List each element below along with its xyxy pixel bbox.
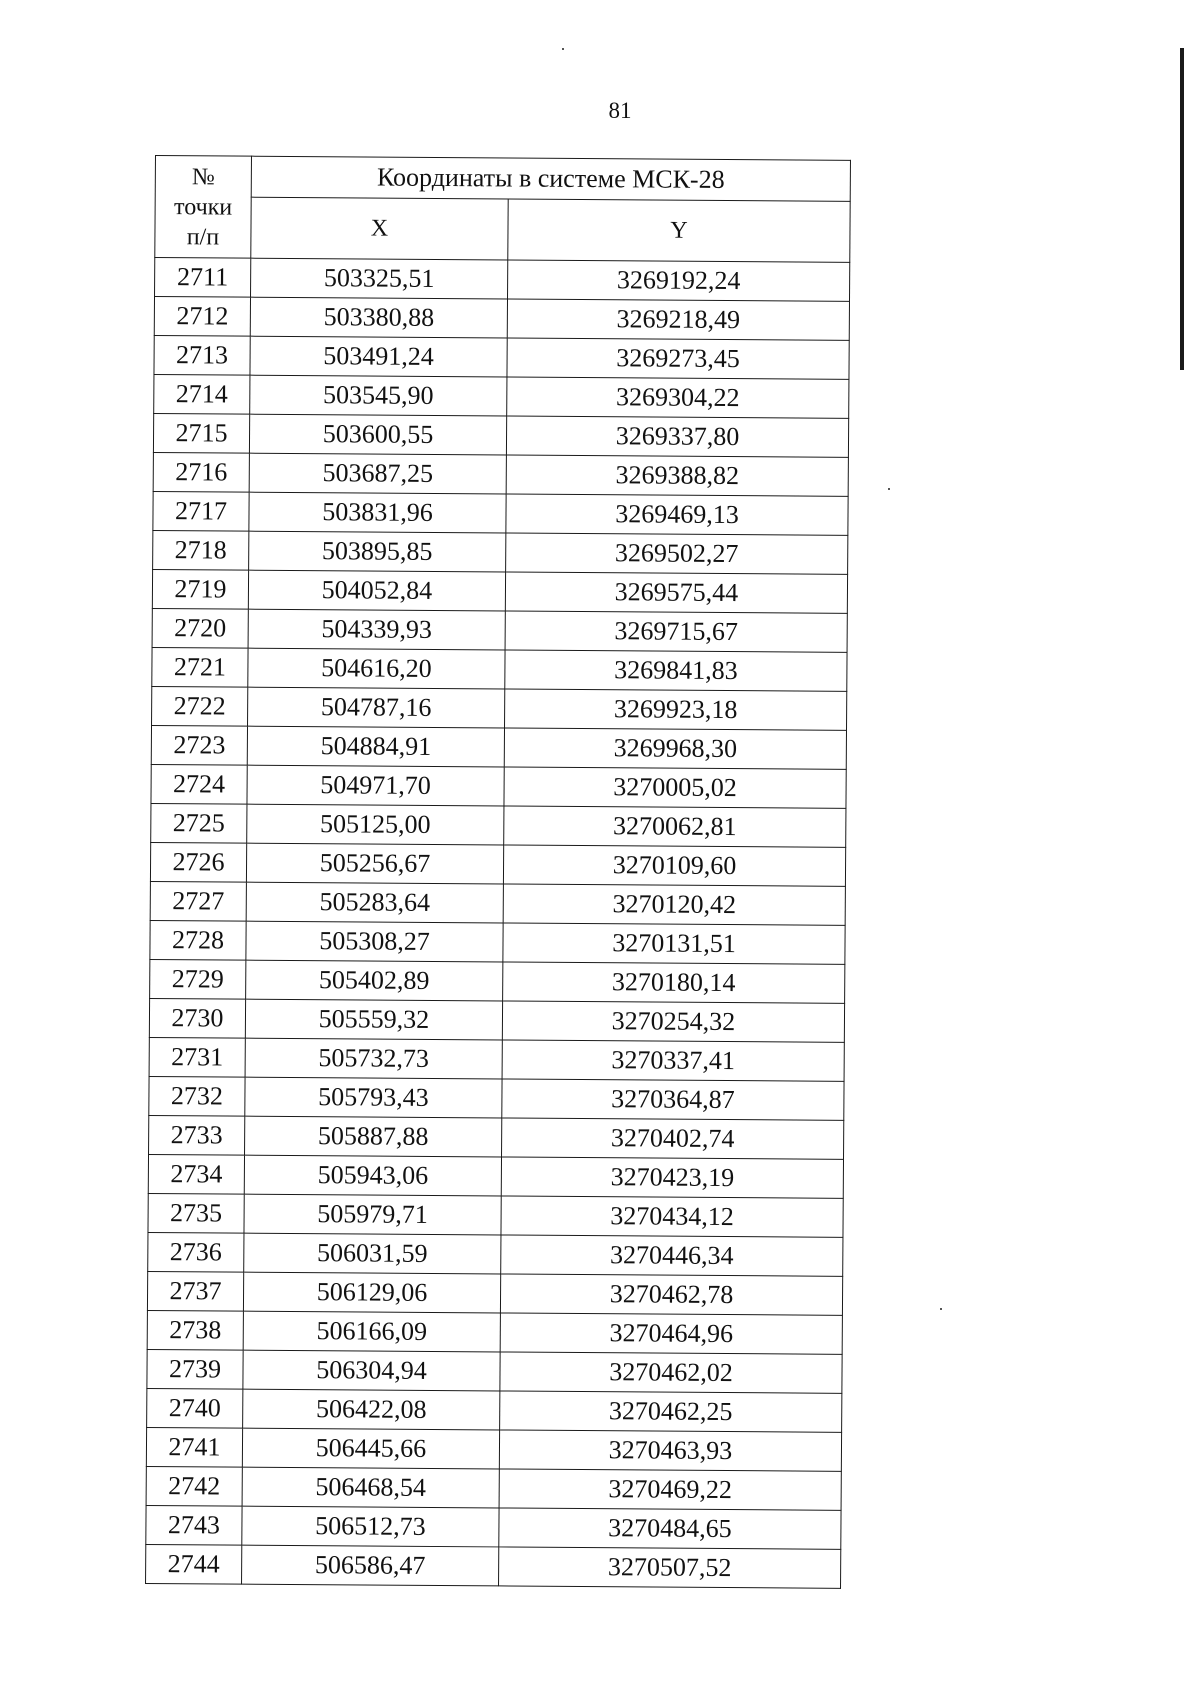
table-row (147, 1388, 842, 1432)
x-coordinate-cell: 506468,54 (242, 1467, 499, 1508)
point-number-cell: 2722 (152, 686, 248, 726)
point-number-header (155, 156, 252, 259)
y-coordinate-cell: 3269273,45 (507, 338, 849, 379)
x-coordinate-cell: 505943,06 (244, 1155, 501, 1196)
y-coordinate-cell: 3270254,32 (502, 1001, 844, 1042)
table-row (151, 803, 846, 847)
y-coordinate-cell: 3269841,83 (505, 650, 847, 691)
page-number: 81 (608, 98, 632, 123)
y-coordinate-cell: 3270062,81 (504, 806, 846, 847)
y-coordinate-cell: 3270120,42 (503, 884, 845, 925)
x-coordinate-cell: 503687,25 (249, 453, 506, 494)
table-row (149, 998, 844, 1042)
point-number-cell: 2718 (153, 530, 249, 570)
point-number-cell: 2727 (150, 881, 246, 921)
x-coordinate-cell: 505125,00 (247, 804, 504, 845)
scan-speck (940, 1308, 942, 1310)
table-row (147, 1310, 842, 1354)
y-coordinate-cell: 3270364,87 (502, 1079, 844, 1120)
point-number-cell: 2715 (153, 413, 249, 453)
table-row (153, 452, 848, 496)
y-coordinate-cell: 3270462,78 (500, 1274, 842, 1315)
table-row (150, 920, 845, 964)
table-row (151, 725, 846, 769)
table-row (154, 335, 849, 379)
scan-speck (888, 488, 890, 490)
scan-edge-mark (1180, 48, 1184, 370)
table-row (146, 1427, 841, 1471)
point-number-cell: 2716 (153, 452, 249, 492)
x-coordinate-cell: 505283,64 (246, 882, 503, 923)
x-coordinate-cell: 505887,88 (245, 1116, 502, 1157)
point-number-cell: 2733 (149, 1115, 245, 1155)
x-coordinate-cell: 506166,09 (243, 1311, 500, 1352)
y-coordinate-cell: 3269192,24 (508, 260, 850, 301)
x-coordinate-cell: 505559,32 (245, 999, 502, 1040)
point-number-cell: 2730 (149, 998, 245, 1038)
y-coordinate-cell: 3270005,02 (504, 767, 846, 808)
coordinate-system-header: Координаты в системе МСК-28 (251, 156, 850, 201)
point-number-cell: 2714 (154, 374, 250, 414)
point-number-cell: 2737 (147, 1271, 243, 1311)
table-row (149, 1037, 844, 1081)
y-coordinate-cell: 3270434,12 (501, 1196, 843, 1237)
y-coordinate-cell: 3269968,30 (504, 728, 846, 769)
point-number-cell: 2739 (147, 1349, 243, 1389)
x-coordinate-cell: 503325,51 (251, 258, 508, 299)
y-coordinate-cell: 3269304,22 (507, 377, 849, 418)
table-row (147, 1349, 842, 1393)
y-coordinate-cell: 3269337,80 (506, 416, 848, 457)
y-coordinate-cell: 3269715,67 (505, 611, 847, 652)
y-coordinate-cell: 3269218,49 (507, 299, 849, 340)
y-coordinate-cell: 3269388,82 (506, 455, 848, 496)
y-coordinate-cell: 3270446,34 (501, 1235, 843, 1276)
table-row (148, 1154, 843, 1198)
coordinates-table (145, 155, 851, 1589)
table-row (154, 374, 849, 418)
point-number-cell: 2723 (151, 725, 247, 765)
x-coordinate-cell: 503831,96 (249, 492, 506, 533)
point-number-cell: 2732 (149, 1076, 245, 1116)
x-coordinate-cell: 506586,47 (242, 1545, 499, 1586)
x-coordinate-cell: 504052,84 (248, 570, 505, 611)
x-coordinate-cell: 504339,93 (248, 609, 505, 650)
y-coordinate-cell: 3270180,14 (503, 962, 845, 1003)
x-coordinate-cell: 505308,27 (246, 921, 503, 962)
y-coordinate-cell: 3269469,13 (506, 494, 848, 535)
point-number-cell: 2721 (152, 647, 248, 687)
point-number-cell: 2725 (151, 803, 247, 843)
y-coordinate-cell: 3270462,25 (500, 1391, 842, 1432)
table-row (152, 686, 847, 730)
table-row (146, 1544, 841, 1588)
table-row (153, 413, 848, 457)
x-coordinate-cell: 504787,16 (248, 687, 505, 728)
x-coordinate-cell: 506129,06 (243, 1272, 500, 1313)
x-coordinate-cell: 506422,08 (243, 1389, 500, 1430)
point-number-cell: 2729 (150, 959, 246, 999)
y-coordinate-cell: 3270109,60 (503, 845, 845, 886)
y-column-header: Y (508, 199, 850, 262)
point-number-cell: 2726 (150, 842, 246, 882)
point-number-cell: 2744 (146, 1544, 242, 1584)
x-coordinate-cell: 506512,73 (242, 1506, 499, 1547)
table-row (150, 881, 845, 925)
y-coordinate-cell: 3270463,93 (499, 1430, 841, 1471)
table-row (152, 647, 847, 691)
table-row (152, 608, 847, 652)
point-number-cell: 2713 (154, 335, 250, 375)
point-number-cell: 2735 (148, 1193, 244, 1233)
y-coordinate-cell: 3270423,19 (501, 1157, 843, 1198)
table-row (146, 1505, 841, 1549)
x-coordinate-cell: 504616,20 (248, 648, 505, 689)
table-row (154, 297, 849, 341)
point-number-cell: 2720 (152, 608, 248, 648)
point-number-cell: 2711 (155, 258, 251, 298)
scan-speck (562, 48, 564, 50)
table-row (146, 1466, 841, 1510)
table-row (149, 1076, 844, 1120)
point-number-cell: 2728 (150, 920, 246, 960)
point-number-cell: 2738 (147, 1310, 243, 1350)
point-number-cell: 2736 (148, 1232, 244, 1272)
table-row (155, 258, 850, 302)
point-number-cell: 2719 (152, 569, 248, 609)
x-coordinate-cell: 505979,71 (244, 1194, 501, 1235)
point-number-cell: 2740 (147, 1388, 243, 1428)
x-coordinate-cell: 504884,91 (247, 726, 504, 767)
table-row (151, 764, 846, 808)
table-header (155, 156, 851, 263)
table-row (147, 1271, 842, 1315)
point-number-cell: 2743 (146, 1505, 242, 1545)
point-number-cell: 2742 (146, 1466, 242, 1506)
x-coordinate-cell: 505402,89 (246, 960, 503, 1001)
x-coordinate-cell: 503545,90 (250, 375, 507, 416)
point-number-cell: 2724 (151, 764, 247, 804)
table-row (148, 1193, 843, 1237)
point-number-cell: 2712 (154, 297, 250, 337)
x-column-header: X (251, 197, 508, 260)
point-number-cell: 2734 (148, 1154, 244, 1194)
y-coordinate-cell: 3270402,74 (502, 1118, 844, 1159)
table-row (153, 491, 848, 535)
x-coordinate-cell: 505793,43 (245, 1077, 502, 1118)
y-coordinate-cell: 3269575,44 (505, 572, 847, 613)
x-coordinate-cell: 506031,59 (244, 1233, 501, 1274)
table-row (149, 1115, 844, 1159)
table-row (148, 1232, 843, 1276)
y-coordinate-cell: 3270469,22 (499, 1469, 841, 1510)
point-number-header-label: № точки п/п (173, 163, 233, 250)
point-number-cell: 2731 (149, 1037, 245, 1077)
y-coordinate-cell: 3270337,41 (502, 1040, 844, 1081)
x-coordinate-cell: 503380,88 (250, 297, 507, 338)
y-coordinate-cell: 3269923,18 (505, 689, 847, 730)
x-coordinate-cell: 503895,85 (249, 531, 506, 572)
table-row (150, 959, 845, 1003)
y-coordinate-cell: 3270464,96 (500, 1313, 842, 1354)
table-row (152, 569, 847, 613)
table-row (150, 842, 845, 886)
x-coordinate-cell: 503600,55 (249, 414, 506, 455)
point-number-cell: 2741 (146, 1427, 242, 1467)
x-coordinate-cell: 505256,67 (246, 843, 503, 884)
table-row (153, 530, 848, 574)
table-body (146, 258, 850, 1589)
x-coordinate-cell: 506304,94 (243, 1350, 500, 1391)
point-number-cell: 2717 (153, 491, 249, 531)
x-coordinate-cell: 503491,24 (250, 336, 507, 377)
y-coordinate-cell: 3269502,27 (506, 533, 848, 574)
y-coordinate-cell: 3270507,52 (499, 1547, 841, 1588)
y-coordinate-cell: 3270462,02 (500, 1352, 842, 1393)
x-coordinate-cell: 505732,73 (245, 1038, 502, 1079)
y-coordinate-cell: 3270484,65 (499, 1508, 841, 1549)
x-coordinate-cell: 506445,66 (242, 1428, 499, 1469)
x-coordinate-cell: 504971,70 (247, 765, 504, 806)
y-coordinate-cell: 3270131,51 (503, 923, 845, 964)
